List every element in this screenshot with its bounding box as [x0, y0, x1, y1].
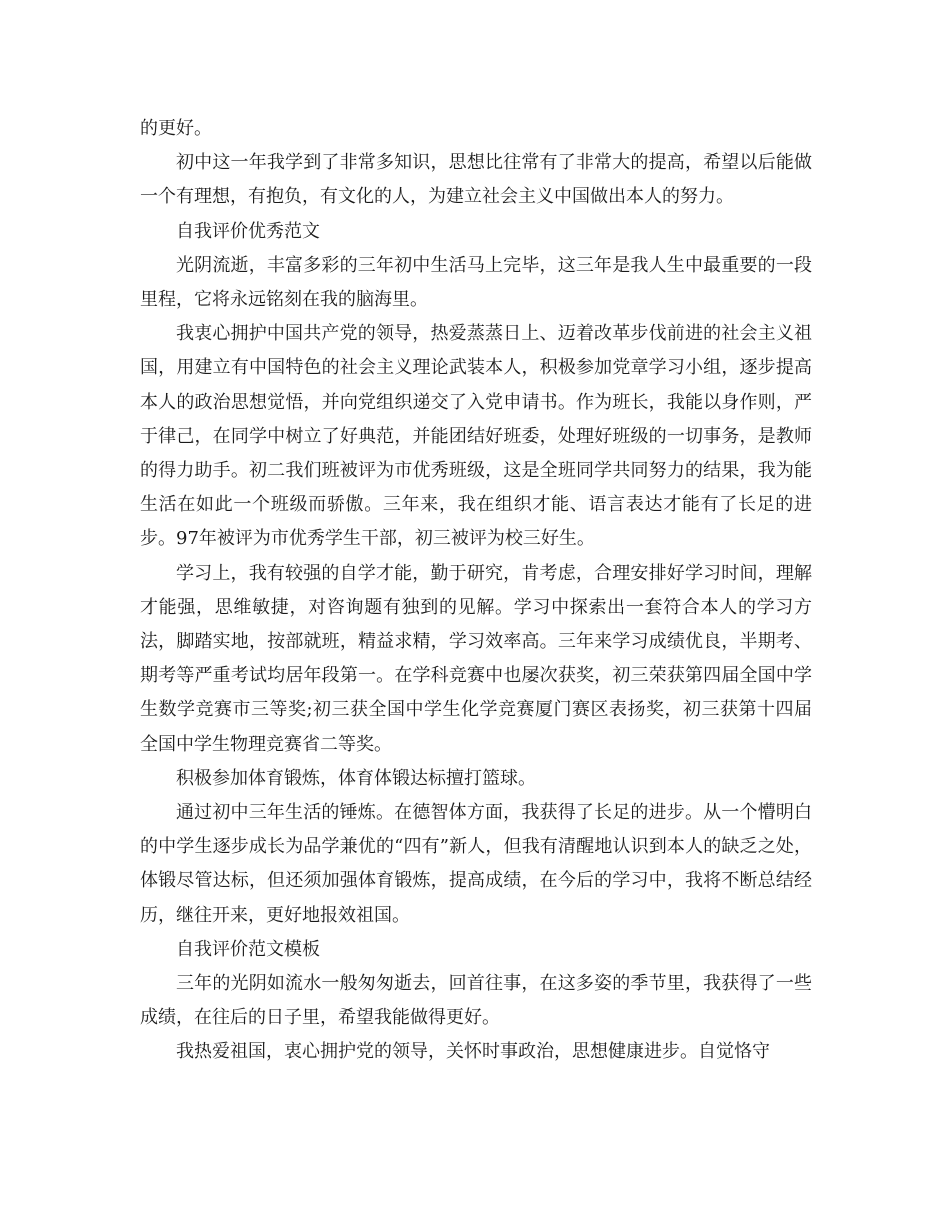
paragraph-2: 光阴流逝，丰富多彩的三年初中生活马上完毕，这三年是我人生中最重要的一段里程，它将永远铭刻在我的脑海里。 — [140, 254, 812, 311]
paragraph-continuation: 的更好。 — [140, 118, 212, 139]
paragraph-1: 初中这一年我学到了非常多知识，思想比往常有了非常大的提高，希望以后能做一个有理想，有抱负，有文化的人，为建立社会主义中国做出本人的努力。 — [140, 152, 812, 208]
section-heading-excellent: 自我评价优秀范文 — [176, 220, 320, 242]
paragraph-4: 学习上，我有较强的自学才能，勤于研究，肯考虑，合理安排好学习时间，理解才能强，思维敏捷，对咨询题有独到的见解。学习中探索出一套符合本人的学习方法，脚踏实地，按部就班，精益求精，学习效率高。三年来学习成绩优良，半期考、期考等严重考试均居年段第一。在学科竞赛中也屡次获奖，初三荣获第四届全国中学生数学竞赛市三等奖;初三获全国中学生化学竞赛厦门赛区表扬奖，初三获第十四届全国中学生物理竞赛省二等奖。 — [140, 562, 812, 755]
paragraph-6: 通过初中三年生活的锤炼。在德智体方面，我获得了长足的进步。从一个懵明白的中学生逐步成长为品学兼优的“四有”新人，但我有清醒地认识到本人的缺乏之处，体锻尽管达标，但还须加强体育锻炼，提高成绩，在今后的学习中，我将不断总结经历，继往开来，更好地报效祖国。 — [140, 802, 812, 926]
paragraph-7: 三年的光阴如流水一般匆匆逝去，回首往事，在这多姿的季节里，我获得了一些成绩，在往后的日子里，希望我能做得更好。 — [140, 973, 812, 1029]
paragraph-5: 积极参加体育锻炼，体育体锻达标擅打篮球。 — [176, 767, 536, 789]
document-body — [140, 112, 812, 1070]
section-heading-template: 自我评价范文模板 — [176, 938, 320, 960]
paragraph-8: 我热爱祖国，衷心拥护党的领导，关怀时事政治，思想健康进步。自觉恪守 — [176, 1041, 770, 1063]
paragraph-3: 我衷心拥护中国共产党的领导，热爱蒸蒸日上、迈着改革步伐前进的社会主义祖国，用建立有中国特色的社会主义理论武装本人，积极参加党章学习小组，逐步提高本人的政治思想觉悟，并向党组织递交了入党申请书。作为班长，我能以身作则，严于律己，在同学中树立了好典范，并能团结好班委，处理好班级的一切事务，是教师的得力助手。初二我们班被评为市优秀班级，这是全班同学共同努力的结果，我为能生活在如此一个班级而骄傲。三年来，我在组织才能、语言表达才能有了长足的进步。97年被评为市优秀学生干部，初三被评为校三好生。 — [140, 323, 812, 550]
